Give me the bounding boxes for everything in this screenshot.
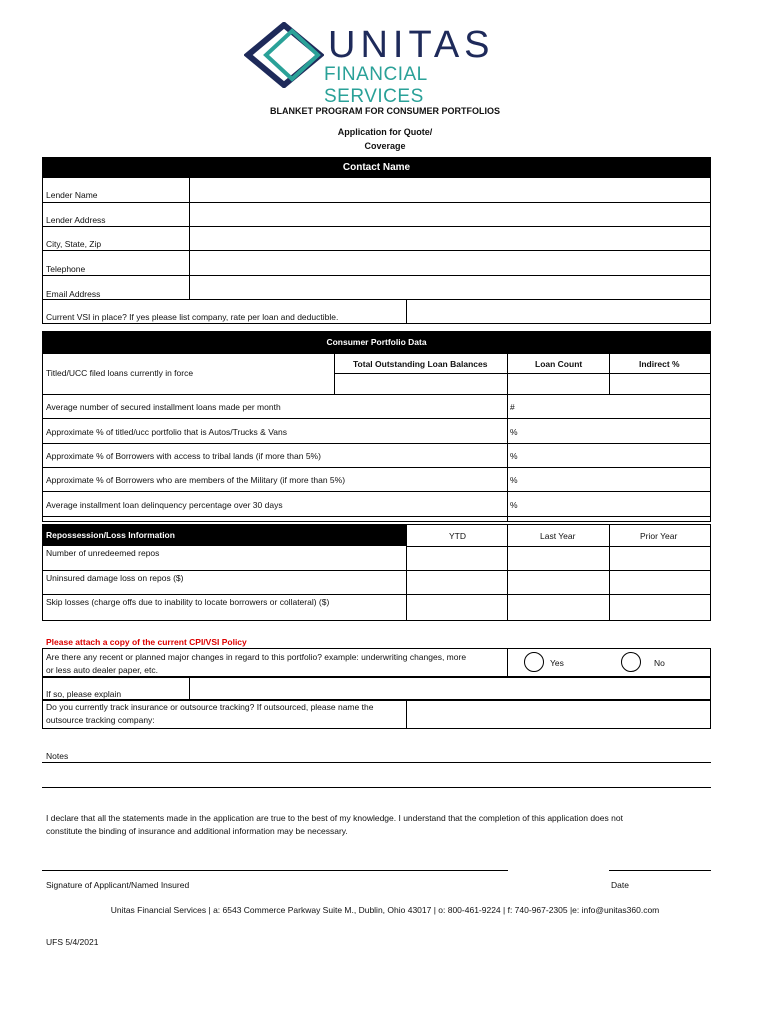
form-title: BLANKET PROGRAM FOR CONSUMER PORTFOLIOS	[270, 106, 500, 116]
delinquency-pct-field[interactable]	[518, 492, 710, 515]
portfolio-row-label: Average installment loan delinquency percentage over 30 days	[46, 500, 283, 510]
repo-row-label: Number of unredeemed repos	[46, 548, 160, 558]
indirect-pct-field[interactable]	[610, 374, 710, 393]
autos-pct-field[interactable]	[518, 419, 710, 442]
portfolio-row-unit: #	[510, 402, 515, 412]
version-label: UFS 5/4/2021	[46, 937, 99, 947]
signature-label: Signature of Applicant/Named Insured	[46, 880, 190, 890]
contact-header: Contact Name	[42, 157, 711, 177]
col-prior-year: Prior Year	[640, 531, 678, 541]
lender-address-field[interactable]	[190, 203, 710, 225]
vsi-question-label: Current VSI in place? If yes please list company, rate per loan and deductible.	[46, 312, 339, 322]
company-logo	[244, 22, 504, 107]
form-subtitle-2: Coverage	[364, 141, 406, 151]
col-ytd: YTD	[449, 531, 466, 541]
col-total-outstanding: Total Outstanding Loan Balances	[353, 359, 488, 369]
avg-loans-field[interactable]	[518, 395, 710, 417]
lender-name-field[interactable]	[190, 178, 710, 201]
city-state-zip-field[interactable]	[190, 227, 710, 249]
signature-field[interactable]	[42, 848, 508, 869]
logo-diamond-icon	[244, 22, 324, 88]
portfolio-row-label: Approximate % of titled/ucc portfolio that is Autos/Trucks & Vans	[46, 427, 287, 437]
city-state-zip-label: City, State, Zip	[46, 239, 102, 249]
form-subtitle-1: Application for Quote/	[337, 127, 433, 137]
portfolio-row-label: Average number of secured installment loans made per month	[46, 402, 281, 412]
declaration-line-1: I declare that all the statements made in the application are true to the best of my knowledge. I understand that the completion of this application does not	[46, 813, 623, 823]
explain-label: If so, please explain	[46, 689, 122, 699]
titled-loans-label: Titled/UCC filed loans currently in force	[46, 368, 194, 378]
col-loan-count: Loan Count	[535, 359, 583, 369]
notes-label: Notes	[46, 751, 69, 761]
email-address-field[interactable]	[190, 276, 710, 298]
attach-policy-note: Please attach a copy of the current CPI/VSI Policy	[46, 637, 247, 647]
tracking-question-1: Do you currently track insurance or outsource tracking? If outsourced, please name the	[46, 702, 374, 712]
lender-address-label: Lender Address	[46, 215, 106, 225]
loan-count-field[interactable]	[508, 374, 608, 393]
tribal-pct-field[interactable]	[518, 444, 710, 466]
email-address-label: Email Address	[46, 289, 101, 299]
portfolio-row-unit: %	[510, 475, 518, 485]
tracking-question-2: outsource tracking company:	[46, 715, 155, 725]
damage-loss-fields[interactable]	[407, 571, 710, 593]
logo-subtitle: FINANCIAL SERVICES	[324, 64, 428, 107]
telephone-field[interactable]	[190, 251, 710, 274]
date-label: Date	[611, 880, 629, 890]
portfolio-row-unit: %	[510, 451, 518, 461]
portfolio-row-unit: %	[510, 500, 518, 510]
tracking-company-field[interactable]	[407, 701, 710, 728]
changes-question-1: Are there any recent or planned major changes in regard to this portfolio? example: underwriting changes, more	[46, 652, 467, 662]
col-last-year: Last Year	[540, 531, 576, 541]
footer-contact: Unitas Financial Services | a: 6543 Commerce Parkway Suite M., Dublin, Ohio 43017 | o: 800-461-9224 | f: 740-967-2305 |e: info@unitas360.com	[110, 905, 660, 915]
declaration-line-2: constitute the binding of insurance and additional information may be necessary.	[46, 826, 348, 836]
telephone-label: Telephone	[46, 264, 86, 274]
skip-losses-fields[interactable]	[407, 595, 710, 620]
explain-field[interactable]	[190, 678, 710, 699]
vsi-answer-field[interactable]	[407, 300, 710, 323]
repo-row-label: Uninsured damage loss on repos ($)	[46, 573, 184, 583]
col-indirect-pct: Indirect %	[639, 359, 680, 369]
total-outstanding-field[interactable]	[335, 374, 506, 393]
repo-header: Repossession/Loss Information	[42, 524, 406, 546]
lender-name-label: Lender Name	[46, 190, 98, 200]
logo-wordmark: UNITAS	[328, 24, 495, 66]
date-field[interactable]	[609, 848, 711, 869]
no-label: No	[654, 658, 665, 668]
portfolio-header: Consumer Portfolio Data	[42, 331, 711, 353]
yes-label: Yes	[550, 658, 564, 668]
unredeemed-repos-fields[interactable]	[407, 547, 710, 569]
portfolio-row-label: Approximate % of Borrowers who are members of the Military (if more than 5%)	[46, 475, 346, 485]
changes-question-2: or less auto dealer paper, etc.	[46, 665, 158, 675]
repo-row-label: Skip losses (charge offs due to inability to locate borrowers or collateral) ($)	[46, 597, 330, 607]
notes-field[interactable]	[42, 763, 711, 786]
portfolio-row-unit: %	[510, 427, 518, 437]
date-line	[609, 870, 711, 871]
yes-radio[interactable]	[524, 652, 544, 672]
military-pct-field[interactable]	[518, 468, 710, 490]
portfolio-row-label: Approximate % of Borrowers with access to tribal lands (if more than 5%)	[46, 451, 321, 461]
signature-line	[42, 870, 508, 871]
no-radio[interactable]	[621, 652, 641, 672]
